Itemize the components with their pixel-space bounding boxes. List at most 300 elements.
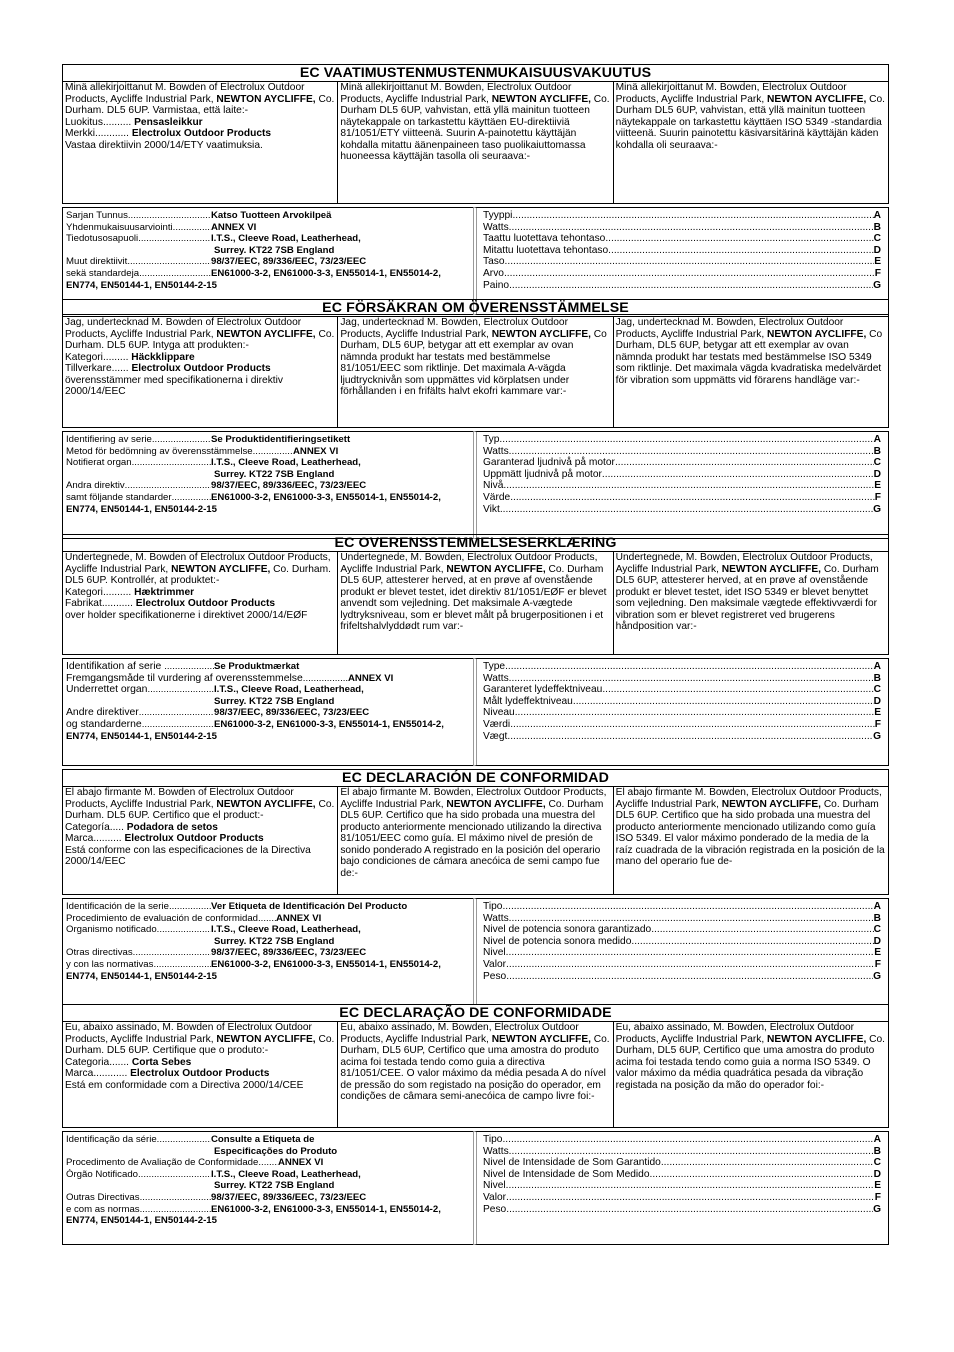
statement-rest: Co. Durham DL5 6UP, vahvistan, että yllä mainitun tuotteen näytekappale on tarkastettu käyttäen EU-direktiiviä 81/1051/ETY viitteenä. Suurin A-painotettu käyttäjän kohdalla mitattu äänenpaineen taso puolikaiuttomassa huoneessa käyttäjän tasolla oli seuraava:- [340, 93, 610, 162]
section-title: EC FÖRSÄKRAN OM ÖVERENSSTÄMMELSE [62, 299, 889, 317]
conformity-statement: överensstämmer med specifikationerna i direktiv 2000/14/EEC [65, 374, 283, 397]
declaration-paragraph [63, 552, 337, 654]
measurement-row [483, 480, 881, 492]
declaration-paragraph [63, 317, 337, 427]
measurement-label: Nivå [483, 480, 504, 492]
measurement-label: Nivel de Intensidade de Som Garantido [483, 1157, 661, 1169]
detail-label: Muut direktiivit [66, 256, 128, 268]
detail-line [66, 1169, 470, 1181]
product-category [65, 117, 335, 129]
detail-value: 98/37/EEC, 89/336/EEC, 73/23/EEC [211, 1191, 367, 1203]
measurement-row [483, 1204, 881, 1216]
measurement-key: A [873, 661, 881, 672]
declaration-paragraph [63, 1022, 337, 1127]
manufacturer-value: Electrolux Outdoor Products [135, 598, 276, 609]
measurement-key: E [874, 1180, 881, 1192]
measurement-key: C [873, 233, 881, 245]
leader-dots [503, 480, 874, 492]
declaration-statement [65, 317, 335, 352]
statement-intro: Eu, abaixo assinado, M. Bowden, Electrolux Outdoor Products, Aycliffe Industrial Park, [615, 1022, 855, 1045]
detail-label: Outras Directivas [66, 1191, 140, 1203]
measurement-label: Typ [483, 434, 500, 445]
leader-dots [505, 661, 874, 673]
statement-rest: Co. Durham DL5 6UP. Certifico que ha sido probada una muestra del producto anteriormente mencionado utilizando como guía ISO 5349. El valor máximo ponderado de la media de la raíz cuadrada de la vibración registrada en la posición de la mano del operario fue de- [615, 798, 885, 867]
detail-line [66, 959, 470, 971]
detail-line [66, 971, 470, 983]
vibration-test-paragraph [613, 317, 888, 427]
detail-value: ANNEX VI [348, 672, 394, 684]
detail-value: I.T.S., Cleeve Road, Leatherhead, [211, 1168, 361, 1180]
manufacturer-label: Tillverkare [65, 363, 112, 374]
conformity-statement: Está em conformidade com a Directiva 2000/14/CEE [65, 1079, 304, 1091]
statement-rest: Co. Durham. DL5 6UP. Certifique que o produto:- [65, 1033, 335, 1056]
declaration-section [62, 769, 889, 1005]
section-title: EC VAATIMUSTENMUSTENMUKAISUUSVAKUUTUS [62, 64, 889, 82]
leader-dots [661, 1157, 874, 1169]
detail-value: I.T.S., Cleeve Road, Leatherhead, [211, 457, 361, 469]
conformity-details [62, 431, 473, 539]
leader-dots [509, 446, 874, 458]
detail-value: 98/37/EEC, 89/336/EEC, 73/23/EEC [211, 480, 367, 492]
test-statement [616, 82, 886, 151]
measurement-key: G [873, 970, 881, 982]
measurement-row [483, 913, 881, 925]
declaration-paragraph [63, 82, 337, 203]
leader-dots [509, 673, 874, 685]
detail-label: Yhdenmukaisuusarviointi [66, 221, 173, 233]
category-dots: ......... [102, 351, 129, 363]
measurement-row [483, 434, 881, 446]
detail-dots [303, 673, 348, 685]
measurement-row [483, 492, 881, 504]
measurement-row [483, 959, 881, 971]
statement-intro: Undertegnede, M. Bowden, Electrolux Outdoor Products, Aycliffe Industrial Park, [340, 552, 598, 575]
test-statement [340, 317, 610, 398]
detail-value: 98/37/EEC, 89/336/EEC, 73/23/EEC [211, 947, 367, 959]
declaration-text-row [62, 317, 889, 428]
statement-intro: Undertegnede, M. Bowden, Electrolux Outdoor Products, Aycliffe Industrial Park, [615, 552, 873, 575]
company-location: NEWTON AYCLIFFE, [171, 563, 271, 575]
measurement-label: Valor [483, 1191, 507, 1203]
measurement-row [483, 924, 881, 936]
category-dots: .......... [102, 586, 132, 598]
company-location: NEWTON AYCLIFFE, [767, 93, 867, 105]
manufacturer-label: Marca [65, 833, 94, 844]
statement-rest: Co. Durham. DL5 6UP. Varmistaa, että laite:- [65, 93, 335, 116]
detail-dots [258, 1157, 278, 1169]
measurement-key: G [873, 1203, 881, 1215]
detail-value: Se Produktmærkat [214, 661, 300, 672]
leader-dots [509, 913, 874, 925]
detail-label: sekä standardeja [66, 267, 140, 279]
measurement-label: Tyyppi [483, 210, 513, 221]
category-value: Corta Sebes [131, 1056, 192, 1068]
detail-dots [125, 480, 211, 492]
manufacturer-dots: ...... [111, 363, 129, 374]
declaration-paragraph [63, 787, 337, 894]
detail-dots [138, 1169, 211, 1181]
measurement-label: Watts [483, 672, 509, 684]
measurement-row [483, 233, 881, 245]
leader-dots [505, 256, 875, 268]
manufacturer-dots: ............ [95, 128, 129, 139]
declaration-text-row [62, 1022, 889, 1128]
statement-intro: El abajo firmante M. Bowden, Electrolux Outdoor Products, Aycliffe Industrial Park, [340, 787, 607, 810]
statement-rest: Co. Durham. DL5 6UP. Kontrollér, at produktet:- [65, 563, 331, 586]
leader-dots [573, 696, 874, 708]
measurement-label: Paino [483, 279, 510, 291]
manufacturer-label: Fabrikat [65, 598, 102, 609]
detail-dots [258, 913, 276, 925]
measurement-list [473, 658, 889, 766]
manufacturer-value: Electrolux Outdoor Products [131, 128, 272, 139]
detail-line [66, 256, 470, 268]
detail-value: ANNEX VI [211, 221, 257, 233]
statement-intro: Jag, undertecknad M. Bowden, Electrolux Outdoor Products, Aycliffe Industrial Park, [340, 317, 568, 340]
measurement-key: G [873, 279, 881, 291]
measurement-label: Värde [483, 491, 511, 503]
statement-rest: Co. Durham, DL5 6UP, Certifico que uma amostra do produto acima foi testada tendo como guia a norma ISO 5349. O valor máximo da média quadrática pesada da vibração registada na posição da mão do operador foi:- [615, 1033, 885, 1091]
measurement-label: Værdi [483, 718, 511, 730]
measurement-key: A [873, 1134, 881, 1145]
measurement-key: G [873, 503, 881, 515]
category-value: Podadora de setos [126, 821, 218, 833]
statement-rest: Co. Durham DL5 6UP, attesterer herved, at en prøve af ovenstående produkt er blevet testet, idet direktiv 81/1051/EØF er blevet anvendt som vejledning. Det maksimale A-vægtede lydtryksniveau, som er blevet målt på brugerpositionen i et frifeltshalvlyddødt rum var:- [340, 563, 607, 632]
detail-value: EN61000-3-2, EN61000-3-3, EN55014-1, EN55014-2, [211, 958, 441, 970]
manufacturer-label: Marca [65, 1068, 94, 1079]
detail-line [66, 492, 470, 504]
measurement-key: E [874, 256, 881, 268]
measurement-row [483, 222, 881, 234]
measurement-key: F [874, 1191, 881, 1203]
detail-label: Andre direktiver [66, 707, 139, 719]
leader-dots [506, 947, 875, 959]
detail-line [66, 245, 470, 257]
declaration-text-row [62, 82, 889, 204]
declaration-section [62, 534, 889, 766]
measurement-row [483, 1157, 881, 1169]
measurement-row [483, 446, 881, 458]
detail-line [66, 684, 470, 696]
measurement-key: F [874, 267, 881, 279]
company-location: NEWTON AYCLIFFE, [721, 563, 821, 575]
detail-line [66, 901, 470, 913]
measurement-label: Watts [483, 221, 509, 233]
product-category [65, 352, 335, 364]
measurement-key: D [873, 468, 881, 480]
measurement-row [483, 280, 881, 292]
detail-dots [173, 222, 211, 234]
detail-dots [152, 434, 211, 446]
detail-line [66, 707, 470, 719]
detail-label: Organismo notificado [66, 924, 157, 936]
measurement-key: B [873, 672, 881, 684]
company-location: NEWTON AYCLIFFE, [216, 93, 316, 105]
product-category [65, 1057, 335, 1069]
measurement-row [483, 210, 881, 222]
manufacturer-value: Electrolux Outdoor Products [131, 363, 271, 374]
detail-value: ANNEX VI [276, 912, 322, 924]
detail-line [66, 1157, 470, 1169]
detail-dots [128, 210, 211, 222]
detail-value: 98/37/EEC, 89/336/EEC, 73/23/EEC [211, 256, 367, 268]
test-statement [616, 317, 886, 386]
measurement-row [483, 457, 881, 469]
measurement-row [483, 245, 881, 257]
company-location: NEWTON AYCLIFFE, [721, 798, 821, 810]
declaration-statement [65, 787, 335, 822]
detail-value: EN774, EN50144-1, EN50144-2-15 [66, 970, 217, 982]
statement-intro: Minä allekirjoittanut M. Bowden of Electrolux Outdoor Products, Aycliffe Industrial Park, [65, 82, 305, 105]
detail-value: Katso Tuotteen Arvokilpeä [211, 210, 332, 221]
statement-rest: Co Durham, DL5 6UP, betygar att ett exemplar av ovan nämnda produkt har testats med bestämmelse 81/1051/EEC som riktlinje. Det maximala A-vägda ljudtrycknivån som uppmättes vid körplatsen under förhållanden i en frifälts halvt ekofri kammare var:- [340, 328, 607, 397]
declaration-details-row [62, 431, 889, 539]
company-location: NEWTON AYCLIFFE, [491, 328, 591, 340]
detail-dots [157, 1134, 211, 1146]
detail-label: Identifiering av serie [66, 434, 152, 445]
detail-dots [138, 233, 211, 245]
product-manufacturer [65, 363, 335, 375]
detail-dots [139, 268, 211, 280]
measurement-key: D [873, 935, 881, 947]
company-location: NEWTON AYCLIFFE, [216, 328, 316, 340]
measurement-row [483, 504, 881, 516]
measurement-row [483, 684, 881, 696]
company-location: NEWTON AYCLIFFE, [446, 798, 546, 810]
statement-intro: El abajo firmante M. Bowden, Electrolux Outdoor Products, Aycliffe Industrial Park, [615, 787, 882, 810]
measurement-row [483, 268, 881, 280]
detail-dots [157, 924, 211, 936]
leader-dots [506, 971, 873, 983]
detail-value: EN61000-3-2, EN61000-3-3, EN55014-1, EN55014-2, [214, 718, 444, 730]
measurement-label: Tipo [483, 1134, 503, 1145]
leader-dots [509, 222, 874, 234]
measurement-row [483, 901, 881, 913]
company-location: NEWTON AYCLIFFE, [767, 1033, 867, 1045]
leader-dots [510, 492, 875, 504]
conformity-statement: Vastaa direktiivin 2000/14/ETY vaatimuksia. [65, 139, 263, 151]
statement-rest: Co Durham, DL5 6UP, betygar att ett exemplar av ovan nämnda produkt har testats med bestämmelse ISO 5349 som riktlinje. Det maximala vägda kvadratiska medelvärdet för vibration som uppmätts vid förarens handläge var:- [615, 328, 883, 386]
measurement-key: C [873, 1157, 881, 1169]
detail-line [66, 924, 470, 936]
detail-line [66, 936, 470, 948]
category-dots: ..... [109, 821, 124, 833]
measurement-label: Peso [483, 970, 507, 982]
statement-rest: Co. Durham DL5 6UP, vahvistan, että yllä mainitun tuotteen näytekappale on tarkastettu käyttäen ISO 5349 -standardia viitteenä. Suurin painotettu käsivarsitärinä käyttäjän käden kohdalla oli seuraava:- [615, 93, 885, 151]
vibration-test-paragraph [613, 787, 888, 894]
leader-dots [512, 210, 873, 222]
product-category [65, 587, 335, 599]
leader-dots [650, 1169, 874, 1181]
detail-value: Surrey. KT22 7SB England [214, 468, 335, 480]
leader-dots [602, 684, 873, 696]
measurement-key: C [873, 684, 881, 696]
detail-line [66, 673, 470, 685]
detail-value: I.T.S., Cleeve Road, Leatherhead, [214, 684, 364, 696]
detail-label: Procedimiento de evaluación de conformidad [66, 912, 258, 924]
statement-intro: Jag, undertecknad M. Bowden, Electrolux Outdoor Products, Aycliffe Industrial Park, [615, 317, 844, 340]
conformity-details [62, 898, 473, 1005]
declaration-text-row [62, 787, 889, 895]
measurement-row [483, 1134, 881, 1146]
detail-dots [133, 947, 211, 959]
detail-value: EN61000-3-2, EN61000-3-3, EN55014-1, EN55014-2, [211, 1203, 441, 1215]
detail-line [66, 661, 470, 673]
measurement-label: Type [483, 661, 506, 672]
measurement-label: Arvo [483, 267, 504, 279]
detail-label: Identificação da série [66, 1134, 157, 1145]
leader-dots [504, 268, 875, 280]
measurement-list [473, 1131, 889, 1245]
measurement-label: Nivel de potencia sonora medido [483, 935, 632, 947]
leader-dots [502, 1134, 873, 1146]
company-location: NEWTON AYCLIFFE, [491, 1033, 591, 1045]
detail-value: Ver Etiqueta de Identificación Del Producto [211, 901, 408, 912]
detail-value: ANNEX VI [293, 445, 339, 457]
leader-dots [608, 245, 873, 257]
test-statement [616, 552, 886, 633]
detail-label: samt följande standarder [66, 491, 172, 503]
measurement-label: Taattu luotettava tehontaso [483, 233, 606, 245]
product-manufacturer [65, 598, 335, 610]
detail-label: og standarderne [66, 718, 142, 730]
measurement-label: Garanteret lydeffektniveau [483, 684, 603, 696]
declaration-section [62, 299, 889, 539]
test-statement [340, 787, 610, 879]
detail-value: EN61000-3-2, EN61000-3-3, EN55014-1, EN55014-2, [211, 491, 441, 503]
declaration-text-row [62, 552, 889, 655]
detail-label: Underrettet organ [66, 684, 148, 696]
detail-dots [153, 959, 211, 971]
detail-value: Especificações do Produto [214, 1145, 338, 1157]
detail-value: 98/37/EEC, 89/336/EEC, 73/23/EEC [214, 707, 370, 719]
detail-value: EN61000-3-2, EN61000-3-3, EN55014-1, EN55014-2, [211, 267, 441, 279]
conformity-details [62, 658, 473, 766]
measurement-key: C [873, 924, 881, 936]
manufacturer-dots: .......... [93, 833, 122, 844]
leader-dots [651, 924, 873, 936]
company-location: NEWTON AYCLIFFE, [767, 328, 867, 340]
company-location: NEWTON AYCLIFFE, [446, 563, 546, 575]
leader-dots [515, 707, 874, 719]
measurement-row [483, 1192, 881, 1204]
detail-line [66, 1180, 470, 1192]
category-label: Kategori [65, 351, 103, 363]
detail-value: Surrey. KT22 7SB England [214, 935, 335, 947]
detail-label: Sarjan Tunnus [66, 210, 128, 221]
declaration-section [62, 64, 889, 315]
product-category [65, 822, 335, 834]
detail-line [66, 913, 470, 925]
detail-value: Surrey. KT22 7SB England [214, 1180, 335, 1192]
detail-line [66, 480, 470, 492]
measurement-label: Vikt [483, 503, 500, 515]
detail-line [66, 1215, 470, 1227]
measurement-label: Valor [483, 958, 507, 970]
measurement-row [483, 696, 881, 708]
category-label: Luokitus [65, 116, 103, 128]
test-statement [340, 82, 610, 163]
detail-value: Consulte a Etiqueta de [211, 1134, 315, 1145]
measurement-label: Peso [483, 1203, 507, 1215]
detail-dots [140, 1192, 211, 1204]
detail-label: Fremgangsmåde til vurdering af overensstemmelse [66, 672, 303, 684]
detail-line [66, 731, 470, 743]
category-label: Categoria [65, 1056, 110, 1068]
detail-line [66, 696, 470, 708]
statement-intro: Eu, abaixo assinado, M. Bowden of Electrolux Outdoor Products, Aycliffe Industrial Park, [65, 1022, 312, 1045]
vibration-test-paragraph [613, 1022, 888, 1127]
detail-line [66, 280, 470, 292]
measurement-label: Watts [483, 912, 509, 924]
conformity-statement: Está conforme con las especificaciones de la Directiva 2000/14/EEC [65, 844, 311, 867]
measurement-key: A [873, 434, 881, 445]
measurement-row [483, 971, 881, 983]
detail-label: e com as normas [66, 1203, 140, 1215]
category-dots: ....... [109, 1056, 130, 1068]
detail-dots [142, 719, 214, 731]
measurement-label: Mitattu luotettava tehontaso [483, 244, 609, 256]
detail-line [66, 719, 470, 731]
manufacturer-value: Electrolux Outdoor Products [124, 833, 264, 844]
detail-dots [139, 707, 214, 719]
statement-intro: Minä allekirjoittanut M. Bowden, Electrolux Outdoor Products, Aycliffe Industrial Park, [340, 82, 572, 105]
detail-label: Tiedotusosapuoli [66, 233, 139, 245]
product-manufacturer [65, 128, 335, 140]
category-dots: .......... [102, 116, 132, 128]
measurement-key: F [874, 491, 881, 503]
measurement-key: E [874, 480, 881, 492]
detail-line [66, 210, 470, 222]
category-value: Hæktrimmer [134, 586, 195, 598]
test-statement [616, 787, 886, 868]
declaration-section [62, 1004, 889, 1245]
detail-line [66, 446, 470, 458]
detail-dots [172, 492, 211, 504]
measurement-row [483, 661, 881, 673]
measurement-key: A [873, 210, 881, 221]
measurement-label: Vægt [483, 730, 508, 742]
measurement-key: D [873, 1168, 881, 1180]
product-manufacturer [65, 1068, 335, 1080]
detail-dots [132, 457, 211, 469]
detail-value: EN774, EN50144-1, EN50144-2-15 [66, 1215, 217, 1227]
detail-line [66, 222, 470, 234]
measurement-key: B [873, 445, 881, 457]
leader-dots [507, 731, 873, 743]
measurement-key: E [874, 947, 881, 959]
measurement-key: F [874, 958, 881, 970]
measurement-key: D [873, 244, 881, 256]
measurement-row [483, 1169, 881, 1181]
measurement-key: D [873, 695, 881, 707]
noise-test-paragraph [337, 82, 612, 203]
measurement-list [473, 898, 889, 1005]
detail-value: EN774, EN50144-1, EN50144-2-15 [66, 279, 217, 291]
detail-dots [140, 1204, 211, 1216]
detail-label: Metod för bedömning av överensstämmelse [66, 445, 253, 457]
measurement-label: Nivel [483, 1180, 506, 1192]
detail-label: y con las normativas [66, 958, 154, 970]
detail-line [66, 434, 470, 446]
statement-intro: Minä allekirjoittanut M. Bowden, Electrolux Outdoor Products, Aycliffe Industrial Park, [615, 82, 847, 105]
measurement-row [483, 673, 881, 685]
detail-line [66, 1146, 470, 1158]
detail-dots [164, 661, 214, 673]
declaration-details-row [62, 1131, 889, 1245]
detail-label: Identifikation af serie [66, 661, 165, 672]
detail-value: Surrey. KT22 7SB England [214, 695, 335, 707]
